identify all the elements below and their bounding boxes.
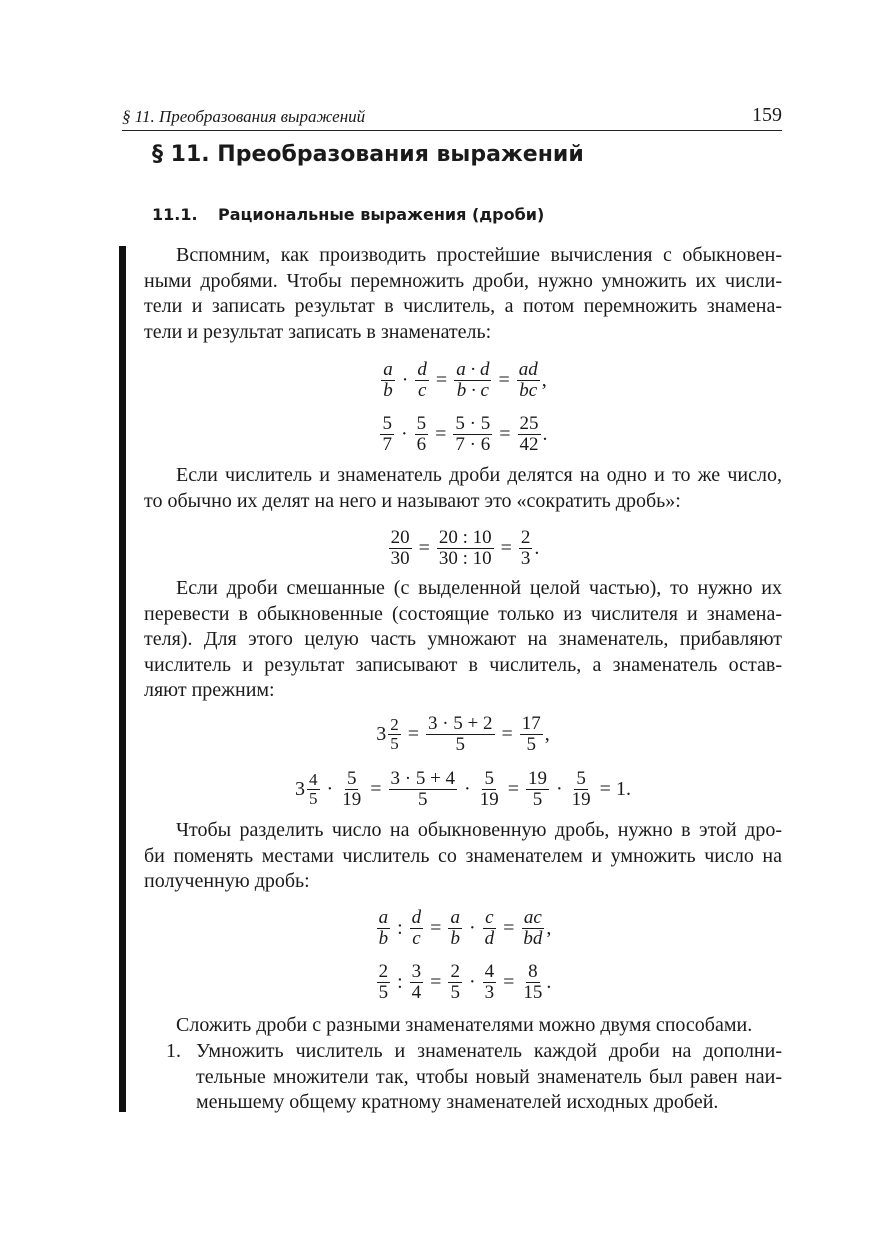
fraction: $\frac{3}{4}$ <box>411 960 422 1003</box>
paragraph-line: тели и результат записать в знаменатель: <box>144 320 492 343</box>
fraction: $\frac{ac}{bd}$ <box>523 906 543 949</box>
formula-fraction-product-general: $\frac{a}{b}$ · $\frac{d}{c}$ = $\frac{a \cdot d}{b \cdot c}$ = $\frac{ad}{bc}$ , <box>383 358 547 401</box>
fraction: $\frac{a}{b}$ <box>383 358 393 401</box>
section-title: § 11. Преобразования выражений <box>152 142 584 167</box>
fraction: $\frac{19}{5}$ <box>528 767 547 810</box>
formula-fraction-division-example: $\frac{2}{5}$ : $\frac{3}{4}$ = $\frac{2}{5}$ · $\frac{4}{3}$ = $\frac{8}{15}$ . <box>378 960 552 1003</box>
fraction: $\frac{5}{19}$ <box>571 767 591 810</box>
mixed-number: 3 $\frac{4}{5}$ <box>295 769 318 808</box>
list-item-line: меньшему общему кратному знаменателей исходных дробей. <box>196 1091 719 1113</box>
fraction: $\frac{d}{c}$ <box>417 358 427 401</box>
fraction: $\frac{a}{b}$ <box>450 906 460 949</box>
fraction: $\frac{8}{15}$ <box>523 960 543 1003</box>
fraction: $\frac{c}{d}$ <box>484 906 495 949</box>
fraction: $\frac{2}{5}$ <box>450 960 460 1003</box>
paragraph-line: перевести в обыкновенные (состоящие только из числителя и знамена- <box>144 602 782 625</box>
fraction: $\frac{5}{7}$ <box>382 412 392 455</box>
fraction: $\frac{5 \cdot 5}{7 \cdot 6}$ <box>455 412 491 455</box>
paragraph-line: то обычно их делят на него и называют это «сократить дробь»: <box>144 489 681 512</box>
mixed-number: 3 $\frac{2}{5}$ <box>376 714 399 753</box>
fraction: $\frac{a}{b}$ <box>378 906 389 949</box>
fraction: $\frac{d}{c}$ <box>411 906 422 949</box>
fraction: $\frac{17}{5}$ <box>521 712 541 755</box>
fraction: $\frac{3 \cdot 5 + 2}{5}$ <box>427 712 493 755</box>
subsection-number: 11.1. <box>152 205 198 224</box>
list-item-line: тельные множители так, чтобы новый знаменатель был равен наи- <box>196 1065 782 1088</box>
paragraph-line: числитель и результат записывают в числитель, а знаменатель остав- <box>144 653 782 676</box>
paragraph-line: ными дробями. Чтобы перемножить дроби, нужно умножить их числи- <box>144 269 782 292</box>
fraction: $\frac{20 : 10}{30 : 10}$ <box>438 526 492 569</box>
paragraph-1 <box>144 243 782 345</box>
running-title: § 11. Преобразования выражений <box>122 107 366 126</box>
running-header <box>122 104 782 131</box>
fraction: $\frac{ad}{bc}$ <box>518 358 538 401</box>
fraction: $\frac{2}{5}$ <box>378 960 389 1003</box>
fraction: $\frac{20}{30}$ <box>390 526 410 569</box>
formula-fraction-division-general: $\frac{a}{b}$ : $\frac{d}{c}$ = $\frac{a}{b}$ · $\frac{c}{d}$ = $\frac{ac}{bd}$ , <box>378 906 552 949</box>
margin-bar <box>119 246 126 1112</box>
paragraph-line: Чтобы разделить число на обыкновенную дробь, нужно в этой дро- <box>176 819 782 841</box>
paragraph-line: Вспомним, как производить простейшие вычисления с обыкновен- <box>176 244 782 266</box>
fraction: $\frac{25}{42}$ <box>519 412 539 455</box>
formula-mixed-product: 3 $\frac{4}{5}$ · $\frac{5}{19}$ = $\frac{3 \cdot 5 + 4}{5}$ · $\frac{5}{19}$ = $\frac{19}{5}$ · $\frac{5}{19}$ = 1. <box>295 767 631 810</box>
paragraph-line: Если числитель и знаменатель дроби делятся на одно и то же число, <box>176 464 782 486</box>
paragraph-line: би поменять местами числитель со знаменателем и умножить число на <box>144 844 782 867</box>
numbered-list <box>166 1039 782 1116</box>
formula-fraction-product-example: $\frac{5}{7}$ · $\frac{5}{6}$ = $\frac{5 \cdot 5}{7 \cdot 6}$ = $\frac{25}{42}$ . <box>382 412 548 455</box>
paragraph-line: полученную дробь: <box>144 870 310 892</box>
page-number: 159 <box>752 104 782 126</box>
formula-mixed-to-improper: 3 $\frac{2}{5}$ = $\frac{3 \cdot 5 + 2}{5}$ = $\frac{17}{5}$ , <box>376 712 550 755</box>
fraction: $\frac{5}{19}$ <box>479 767 499 810</box>
paragraph-5 <box>144 1013 782 1039</box>
fraction: $\frac{3 \cdot 5 + 4}{5}$ <box>390 767 456 810</box>
list-item-text: Умножить числитель и знаменатель каждой дроби на дополни- <box>196 1040 782 1062</box>
paragraph-line: ляют прежним: <box>144 679 275 701</box>
formula-reduce-fraction: $\frac{20}{30}$ = $\frac{20 : 10}{30 : 10}$ = $\frac{2}{3}$ . <box>390 526 540 569</box>
list-item <box>166 1039 782 1065</box>
paragraph-line: Сложить дроби с разными знаменателями можно двумя способами. <box>176 1014 753 1036</box>
paragraph-4 <box>144 818 782 895</box>
paragraph-3 <box>144 576 782 704</box>
subsection-heading <box>152 205 544 224</box>
paragraph-line: теля). Для этого целую часть умножают на знаменатель, прибавляют <box>144 628 782 650</box>
fraction: $\frac{5}{19}$ <box>342 767 362 810</box>
paragraph-line: тели и записать результат в числитель, а потом перемножить знамена- <box>144 295 782 317</box>
fraction: $\frac{2}{3}$ <box>520 526 531 569</box>
list-marker: 1. <box>166 1040 181 1062</box>
paragraph-2 <box>144 463 782 514</box>
subsection-title: Рациональные выражения (дроби) <box>218 205 545 224</box>
paragraph-line: Если дроби смешанные (с выделенной целой частью), то нужно их <box>176 577 782 599</box>
fraction: $\frac{4}{3}$ <box>484 960 495 1003</box>
fraction: $\frac{5}{6}$ <box>416 412 427 455</box>
fraction: $\frac{a \cdot d}{b \cdot c}$ <box>456 358 490 401</box>
